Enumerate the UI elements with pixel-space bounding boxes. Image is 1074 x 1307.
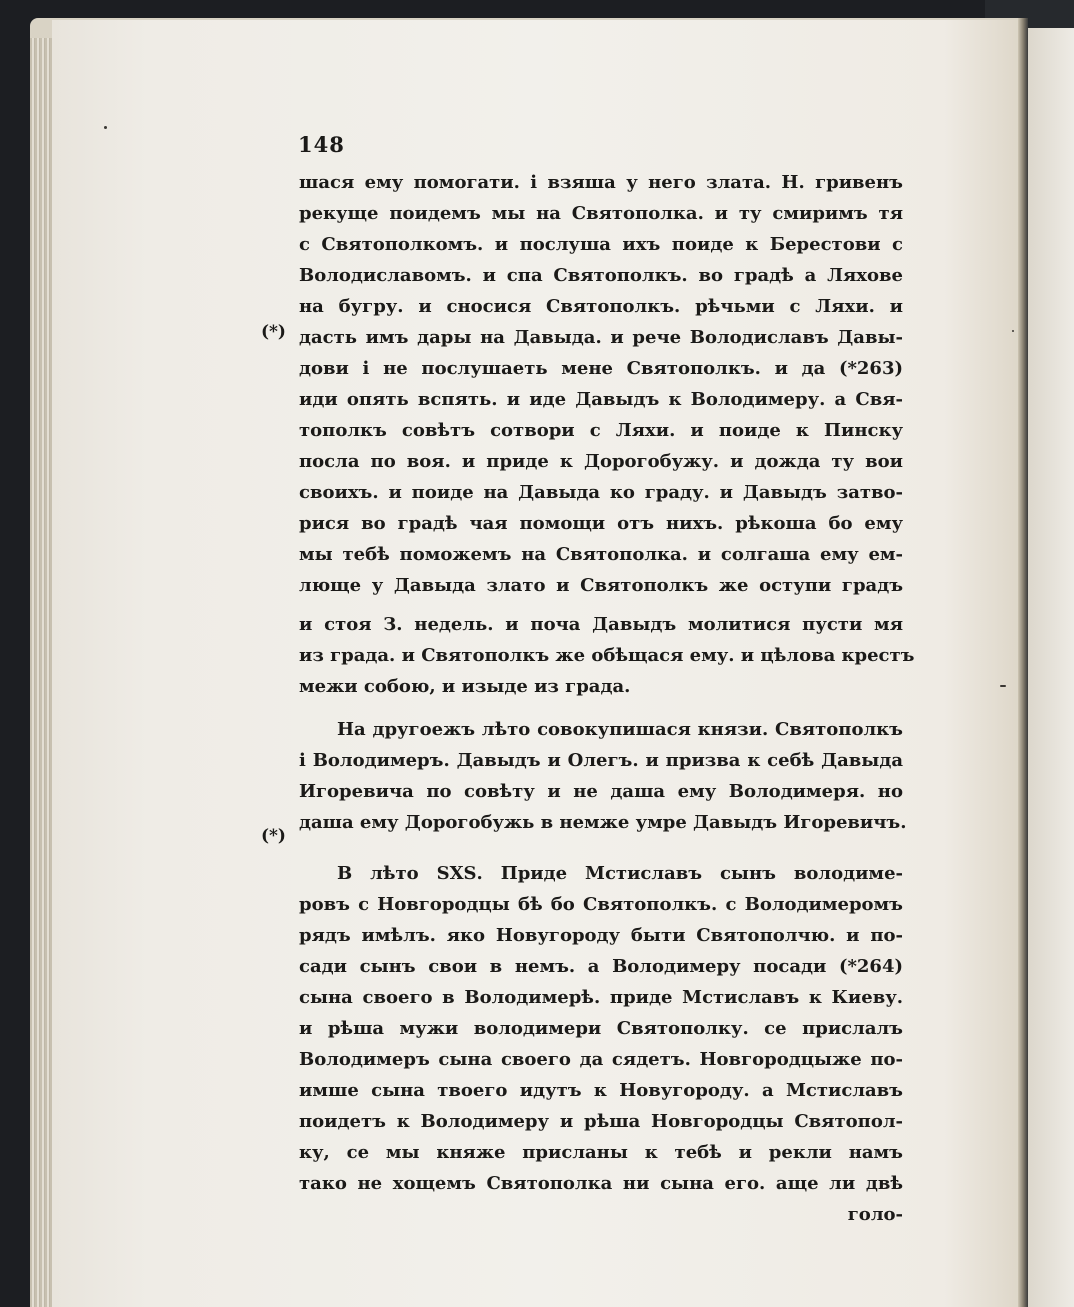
text-line: и рѣша мужи володимери Святополку. се прислалъ	[299, 1018, 903, 1039]
text-line: межи собою, и изыде из града.	[299, 676, 631, 697]
text-line: шася ему помогати. і взяша у него злата. Н. гривенъ	[299, 172, 903, 193]
text-line: ку, се мы княже присланы к тебѣ и рекли намъ	[299, 1142, 903, 1163]
text-line: имше сына твоего идутъ к Новугороду. а Мстиславъ	[299, 1080, 903, 1101]
text-line: рися во градѣ чая помощи отъ нихъ. рѣкоша бо ему	[299, 513, 903, 534]
margin-note-263: (*)	[261, 322, 286, 342]
text-line: посла по воя. и приде к Дорогобужу. и дожда ту вои	[299, 451, 903, 472]
page-number: 148	[298, 132, 345, 157]
text-line: тако не хощемъ Святополка ни сына его. аще ли двѣ	[299, 1173, 903, 1194]
text-line: На другоежъ лѣто совокупишася князи. Святополкъ	[337, 719, 903, 740]
text-line: Володиславомъ. и спа Святополкъ. во градѣ а Ляхове	[299, 265, 903, 286]
text-line: из града. и Святополкъ же обѣщася ему. и цѣлова крестъ	[299, 645, 915, 666]
text-line: сына своего в Володимерѣ. приде Мстиславъ к Киеву.	[299, 987, 903, 1008]
text-line: и стоя З. недель. и поча Давыдъ молитися пусти мя	[299, 614, 903, 635]
text-line: В лѣто ЅХЅ. Приде Мстиславъ сынъ володиме-	[337, 863, 903, 884]
text-line: Володимеръ сына своего да сядетъ. Новгородцыже по-	[299, 1049, 903, 1070]
text-line: поидетъ к Володимеру и рѣша Новгородцы Святопол-	[299, 1111, 903, 1132]
text-line: дасть имъ дары на Давыда. и рече Володиславъ Давы-	[299, 327, 903, 348]
text-line: рядъ имѣлъ. яко Новугороду быти Святополчю. и по-	[299, 925, 903, 946]
text-line: на бугру. и сносися Святополкъ. рѣчьми с Ляхи. и	[299, 296, 903, 317]
text-line: рекуще поидемъ мы на Святополка. и ту смиримъ тя	[299, 203, 903, 224]
text-line: сади сынъ свои в немъ. а Володимеру посади (*264)	[299, 956, 903, 977]
text-line: люще у Давыда злато и Святополкъ же оступи градъ	[299, 575, 903, 596]
margin-note-264: (*)	[261, 826, 286, 846]
text-line: своихъ. и поиде на Давыда ко граду. и Давыдъ затво-	[299, 482, 903, 503]
text-line: Игоревича по совѣту и не даша ему Володимеря. но	[299, 781, 903, 802]
text-line: даша ему Дорогобужь в немже умре Давыдъ Игоревичъ.	[299, 812, 907, 833]
text-line: тополкъ совѣтъ сотвори с Ляхи. и поиде к Пинску	[299, 420, 903, 441]
text-line: і Володимеръ. Давыдъ и Олегъ. и призва к себѣ Давыда	[299, 750, 903, 771]
text-line: дови і не послушаеть мене Святополкъ. и да (*263)	[299, 358, 903, 379]
text-line: иди опять вспять. и иде Давыдъ к Володимеру. а Свя-	[299, 389, 903, 410]
text-line: ровъ с Новгородцы бѣ бо Святополкъ. с Володимеромъ	[299, 894, 903, 915]
text-line: с Святополкомъ. и послуша ихъ поиде к Берестови с	[299, 234, 903, 255]
text-line: мы тебѣ поможемъ на Святополка. и солгаша ему ем-	[299, 544, 903, 565]
catchword: голо-	[847, 1204, 903, 1225]
